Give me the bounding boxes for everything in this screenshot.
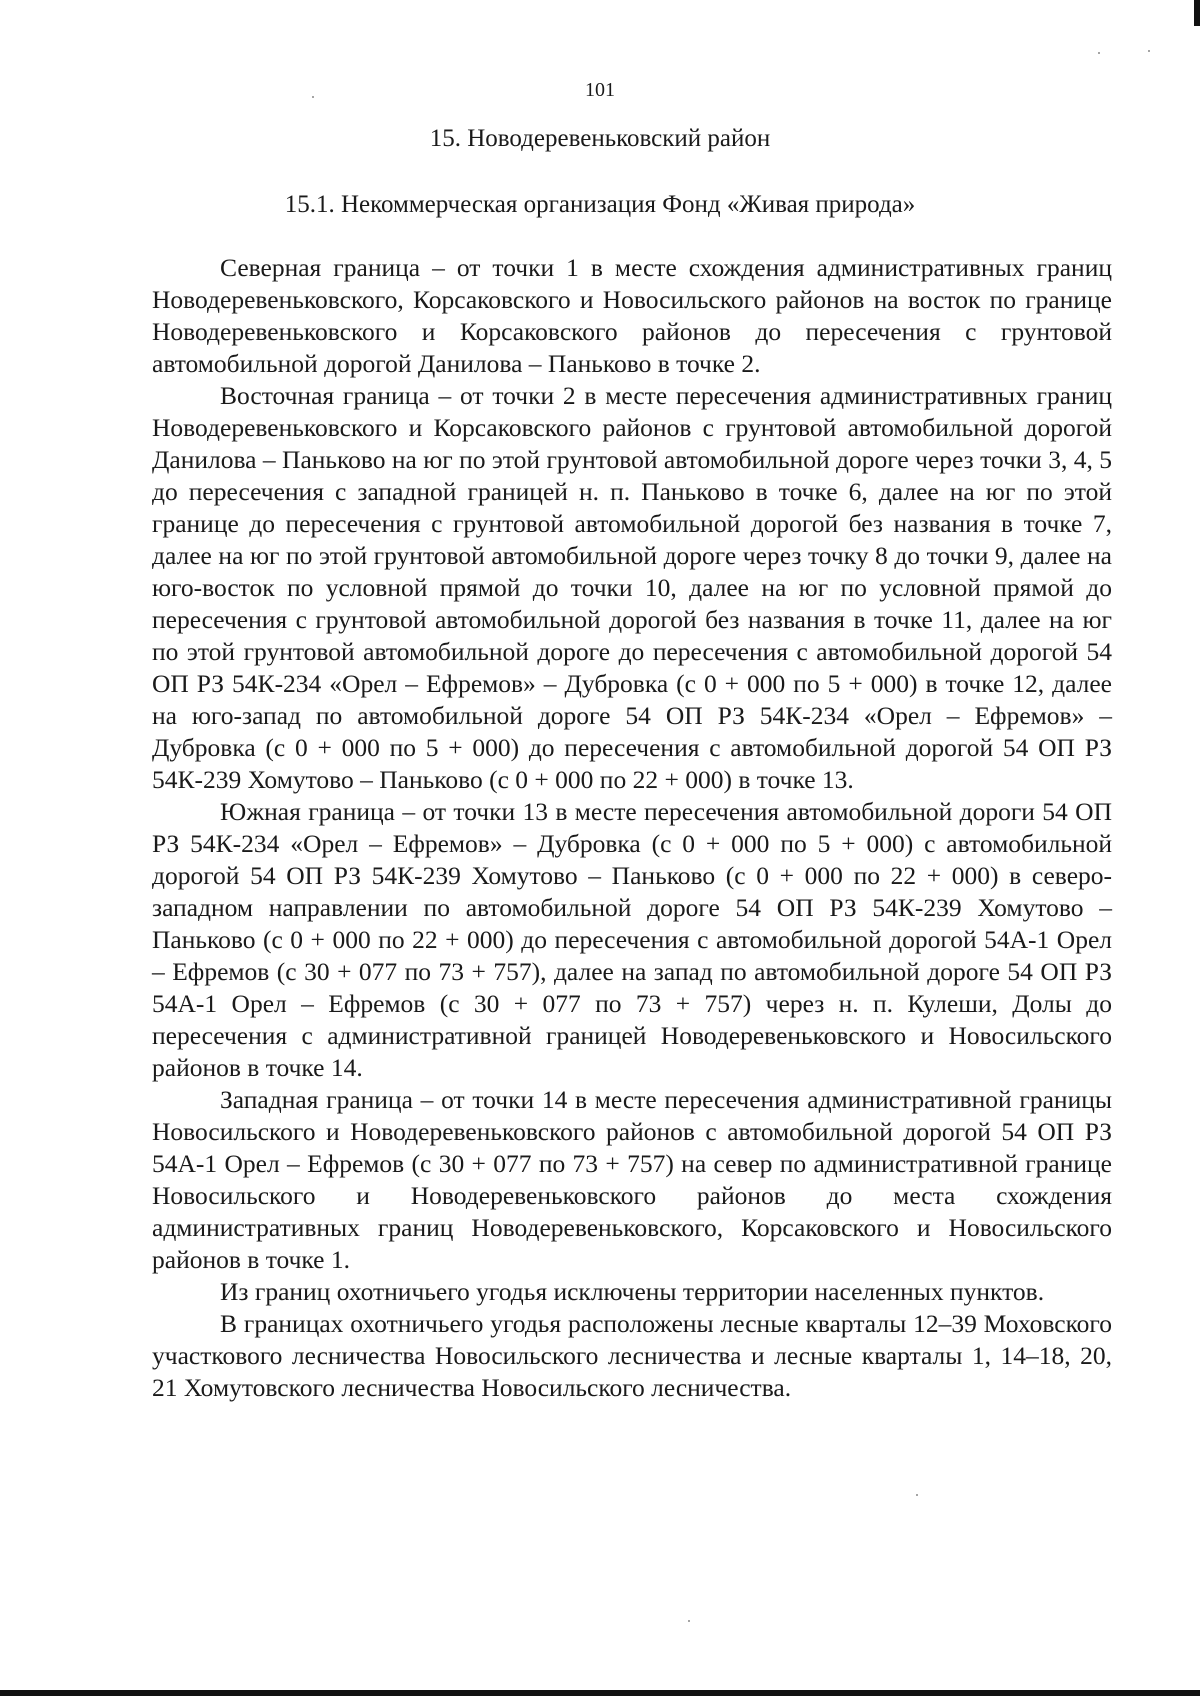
document-body — [152, 252, 1112, 1404]
paragraph-exclusions: Из границ охотничьего угодья исключены территории населенных пунктов. — [220, 1277, 1045, 1306]
paragraph-forest-quarters: В границах охотничьего угодья расположены лесные кварталы 12–39 Моховского участкового лесничества Новосильского лесничества и лесные кварталы 1, 14–18, 20, 21 Хомутовского лесничества Новосильского лесничества. — [152, 1309, 1112, 1402]
subsection-title: 15.1. Некоммерческая организация Фонд «Живая природа» — [284, 191, 916, 218]
scan-speck — [916, 1494, 918, 1496]
paragraph-eastern-boundary: Восточная граница – от точки 2 в месте пересечения административных границ Новодеревеньковского и Корсаковского районов с грунтовой автомобильной дорогой Данилова – Паньково на юг по этой грунтовой автомобильной дороге через точки 3, 4, 5 до пересечения с западной границей н. п. Паньково в точке 6, далее на юг по этой границе до пересечения с грунтовой автомобильной дорогой без названия в точке 7, далее на юг по этой грунтовой автомобильной дороге через точку 8 до точки 9, далее на юго-восток по условной прямой до точки 10, далее на юг по условной прямой до пересечения с грунтовой автомобильной дорогой без названия в точке 11, далее на юг по этой грунтовой автомобильной дороге до пересечения с автомобильной дорогой 54 ОП РЗ 54К-234 «Орел – Ефремов» – Дубровка (с 0 + 000 по 5 + 000) в точке 12, далее на юго-запад по автомобильной дороге 54 ОП РЗ 54К-234 «Орел – Ефремов» – Дубровка (с 0 + 000 по 5 + 000) до пересечения с автомобильной дорогой 54 ОП РЗ 54К-239 Хомутово – Паньково (с 0 + 000 по 22 + 000) в точке 13. — [152, 381, 1112, 794]
paragraph-northern-boundary: Северная граница – от точки 1 в месте схождения административных границ Новодеревеньковского, Корсаковского и Новосильского районов на восток по границе Новодеревеньковского и Корсаковского районов до пересечения с грунтовой автомобильной дорогой Данилова – Паньково в точке 2. — [152, 253, 1112, 378]
scan-speck — [1148, 50, 1150, 52]
scan-speck — [688, 1620, 690, 1622]
scan-edge-right — [1194, 0, 1200, 26]
paragraph-western-boundary: Западная граница – от точки 14 в месте пересечения административной границы Новосильского и Новодеревеньковского районов с автомобильной дорогой 54 ОП РЗ 54А-1 Орел – Ефремов (с 30 + 077 по 73 + 757) на север по административной границе Новосильского и Новодеревеньковского районов до места схождения административных границ Новодеревеньковского, Корсаковского и Новосильского районов в точке 1. — [152, 1085, 1112, 1274]
scan-speck — [1098, 52, 1100, 54]
paragraph-southern-boundary: Южная граница – от точки 13 в месте пересечения автомобильной дороги 54 ОП РЗ 54К-234 «Орел – Ефремов» – Дубровка (с 0 + 000 по 5 + 000) с автомобильной дорогой 54 ОП РЗ 54К-239 Хомутово – Паньково (с 0 + 000 по 22 + 000) в северо-западном направлении по автомобильной дороге 54 ОП РЗ 54К-239 Хомутово – Паньково (с 0 + 000 по 22 + 000) до пересечения с автомобильной дорогой 54А-1 Орел – Ефремов (с 30 + 077 по 73 + 757), далее на запад по автомобильной дороге 54 ОП РЗ 54А-1 Орел – Ефремов (с 30 + 077 по 73 + 757) через н. п. Кулеши, Долы до пересечения с административной границей Новодеревеньковского и Новосильского районов в точке 14. — [152, 797, 1112, 1082]
page-number: 101 — [585, 79, 615, 101]
section-title: 15. Новодеревеньковский район — [429, 125, 771, 152]
scan-edge-bottom — [0, 1690, 1200, 1696]
